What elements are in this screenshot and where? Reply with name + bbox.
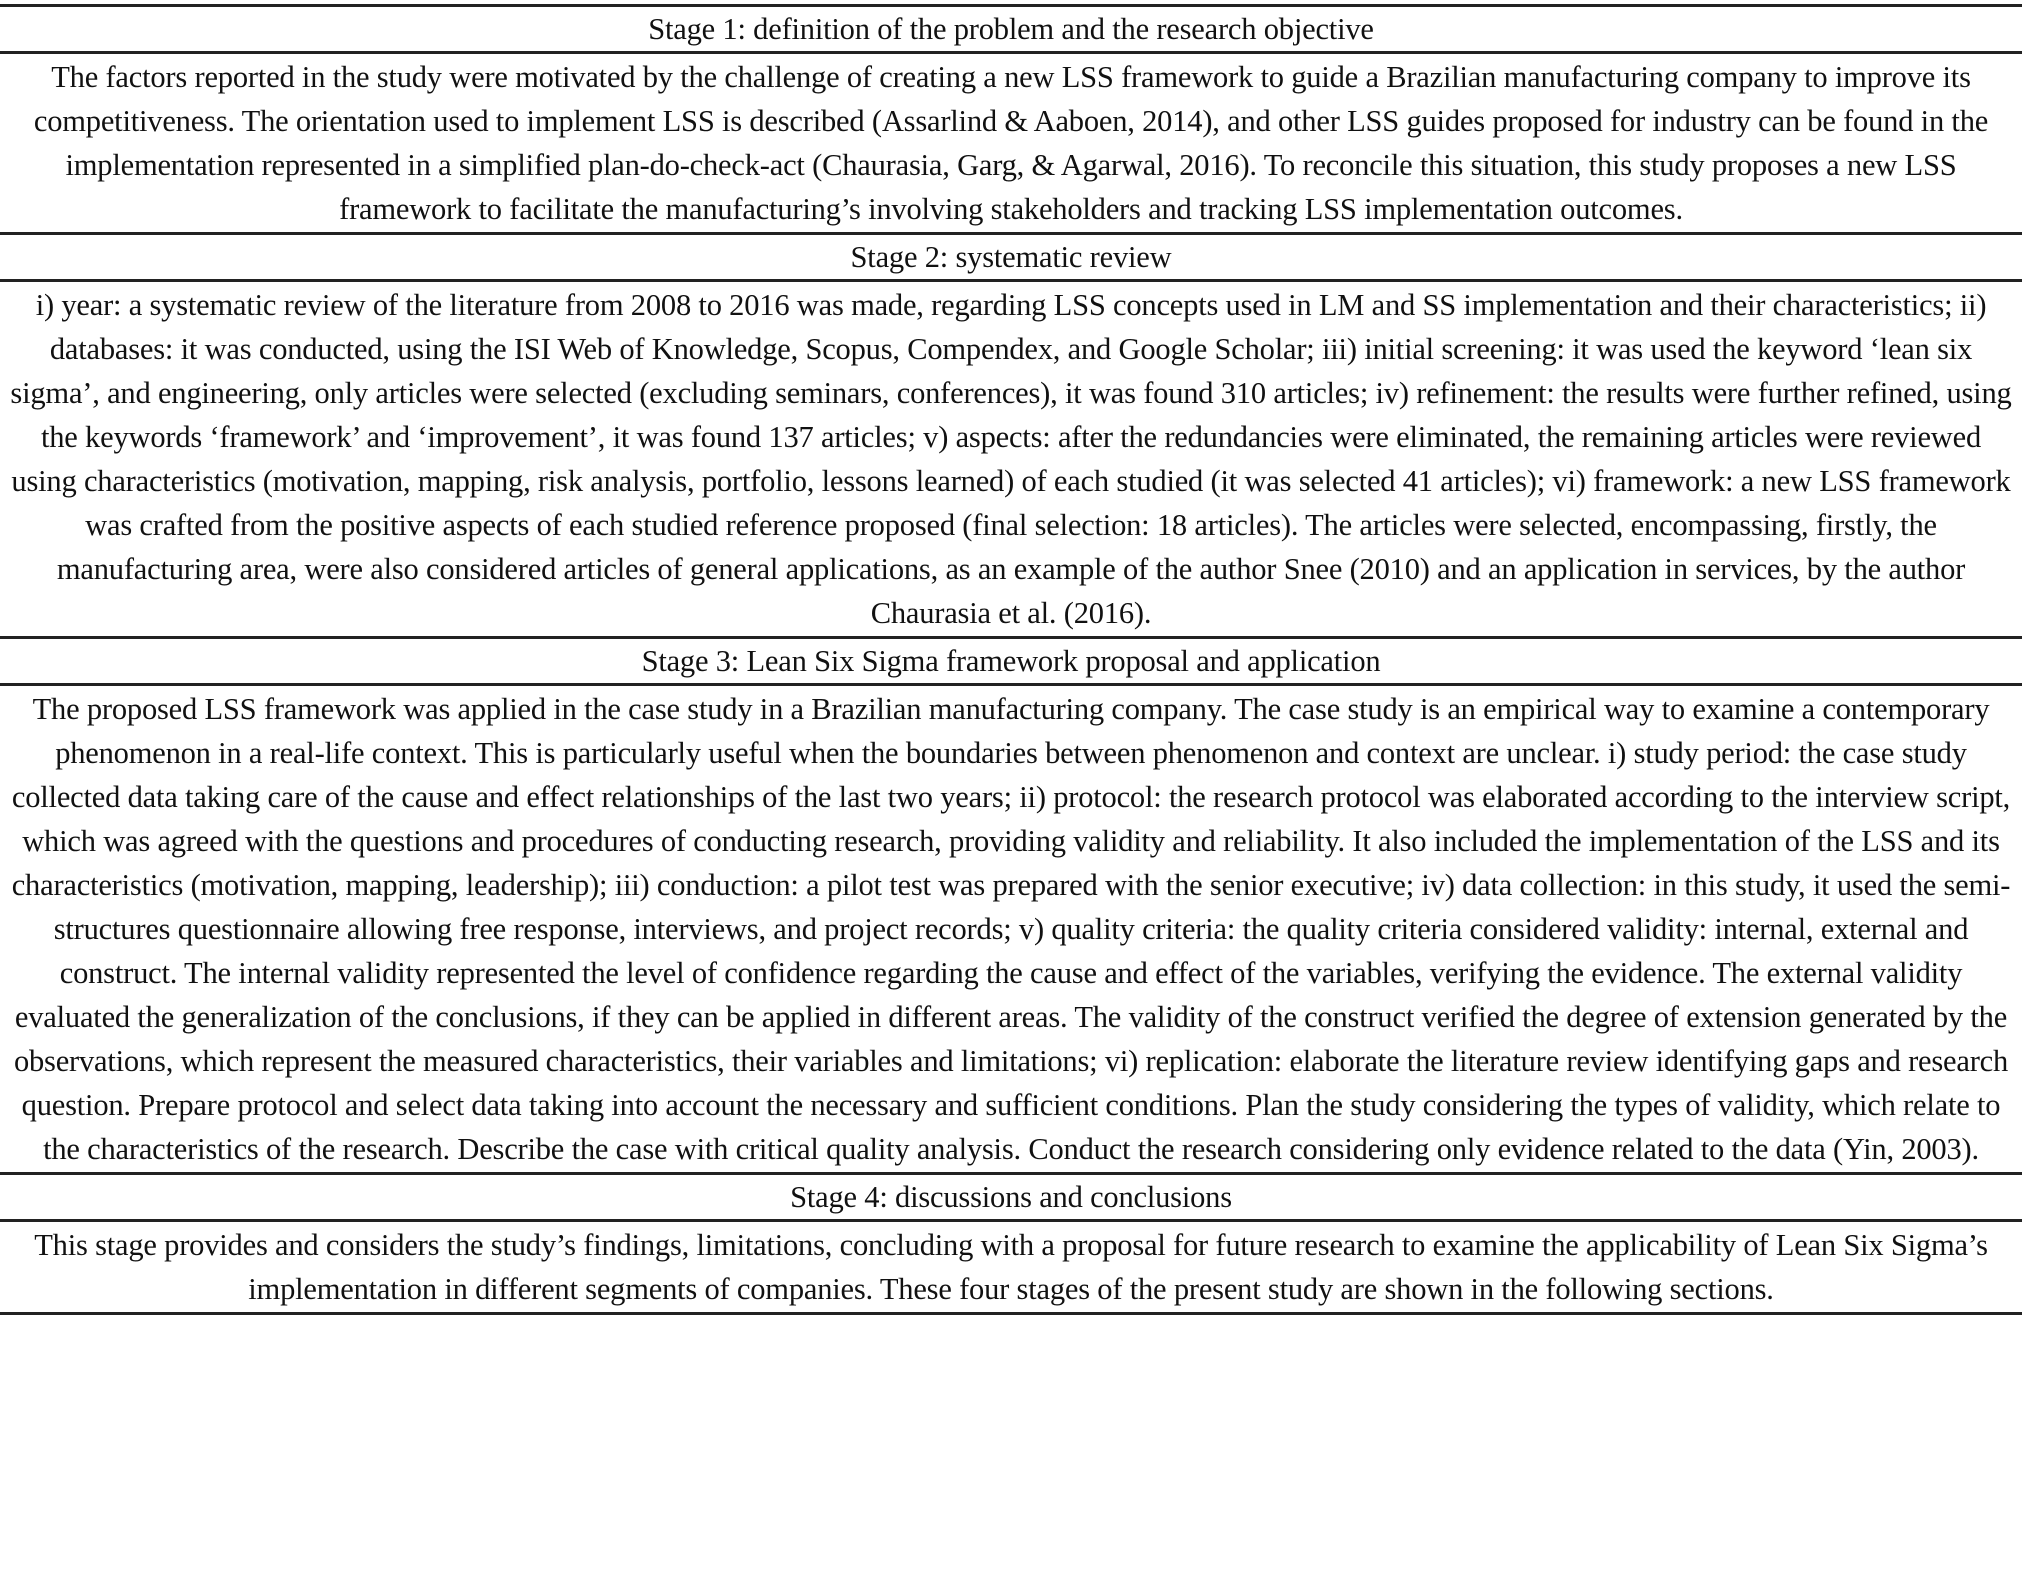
stage-3-heading: Stage 3: Lean Six Sigma framework proposal and application: [0, 638, 2022, 685]
stage-2-heading: Stage 2: systematic review: [0, 234, 2022, 281]
stage-4-heading: Stage 4: discussions and conclusions: [0, 1174, 2022, 1221]
stage-1-heading: Stage 1: definition of the problem and the research objective: [0, 6, 2022, 53]
stage-4-description: This stage provides and considers the study’s findings, limitations, concluding with a proposal for future research to examine the applicability of Lean Six Sigma’s implementation in different segments of companies. These four stages of the present study are shown in the following sections.: [0, 1221, 2022, 1314]
stage-3-description: The proposed LSS framework was applied in the case study in a Brazilian manufacturing company. The case study is an empirical way to examine a contemporary phenomenon in a real-life context. This is particularly useful when the boundaries between phenomenon and context are unclear. i) study period: the case study collected data taking care of the cause and effect relationships of the last two years; ii) protocol: the research protocol was elaborated according to the interview script, which was agreed with the questions and procedures of conducting research, providing validity and reliability. It also included the implementation of the LSS and its characteristics (motivation, mapping, leadership); iii) conduction: a pilot test was prepared with the senior executive; iv) data collection: in this study, it used the semi-structures questionnaire allowing free response, interviews, and project records; v) quality criteria: the quality criteria considered validity: internal, external and construct. The internal validity represented the level of confidence regarding the cause and effect of the variables, verifying the evidence. The external validity evaluated the generalization of the conclusions, if they can be applied in different areas. The validity of the construct verified the degree of extension generated by the observations, which represent the measured characteristics, their variables and limitations; vi) replication: elaborate the literature review identifying gaps and research question. Prepare protocol and select data taking into account the necessary and sufficient conditions. Plan the study considering the types of validity, which relate to the characteristics of the research. Describe the case with critical quality analysis. Conduct the research considering only evidence related to the data (Yin, 2003).: [11, 692, 2011, 1166]
stage-1-description: The factors reported in the study were motivated by the challenge of creating a new LSS framework to guide a Brazilian manufacturing company to improve its competitiveness. The orientation used to implement LSS is described (Assarlind & Aaboen, 2014), and other LSS guides proposed for industry can be found in the implementation represented in a simplified plan-do-check-act (Chaurasia, Garg, & Agarwal, 2016). To reconcile this situation, this study proposes a new LSS framework to facilitate the manufacturing’s involving stakeholders and tracking LSS implementation outcomes.: [33, 60, 1989, 226]
research-stages-table: [0, 4, 2022, 1315]
stage-2-description: i) year: a systematic review of the literature from 2008 to 2016 was made, regarding LSS concepts used in LM and SS implementation and their characteristics; ii) databases: it was conducted, using the ISI Web of Knowledge, Scopus, Compendex, and Google Scholar; iii) initial screening: it was used the keyword ‘lean six sigma’, and engineering, only articles were selected (excluding seminars, conferences), it was found 310 articles; iv) refinement: the results were further refined, using the keywords ‘framework’ and ‘improvement’, it was found 137 articles; v) aspects: after the redundancies were eliminated, the remaining articles were reviewed using characteristics (motivation, mapping, risk analysis, portfolio, lessons learned) of each studied (it was selected 41 articles); vi) framework: a new LSS framework was crafted from the positive aspects of each studied reference proposed (final selection: 18 articles). The articles were selected, encompassing, firstly, the manufacturing area, were also considered articles of general applications, as an example of the author Snee (2010) and an application in services, by the author Chaurasia et al. (2016).: [10, 288, 2012, 630]
